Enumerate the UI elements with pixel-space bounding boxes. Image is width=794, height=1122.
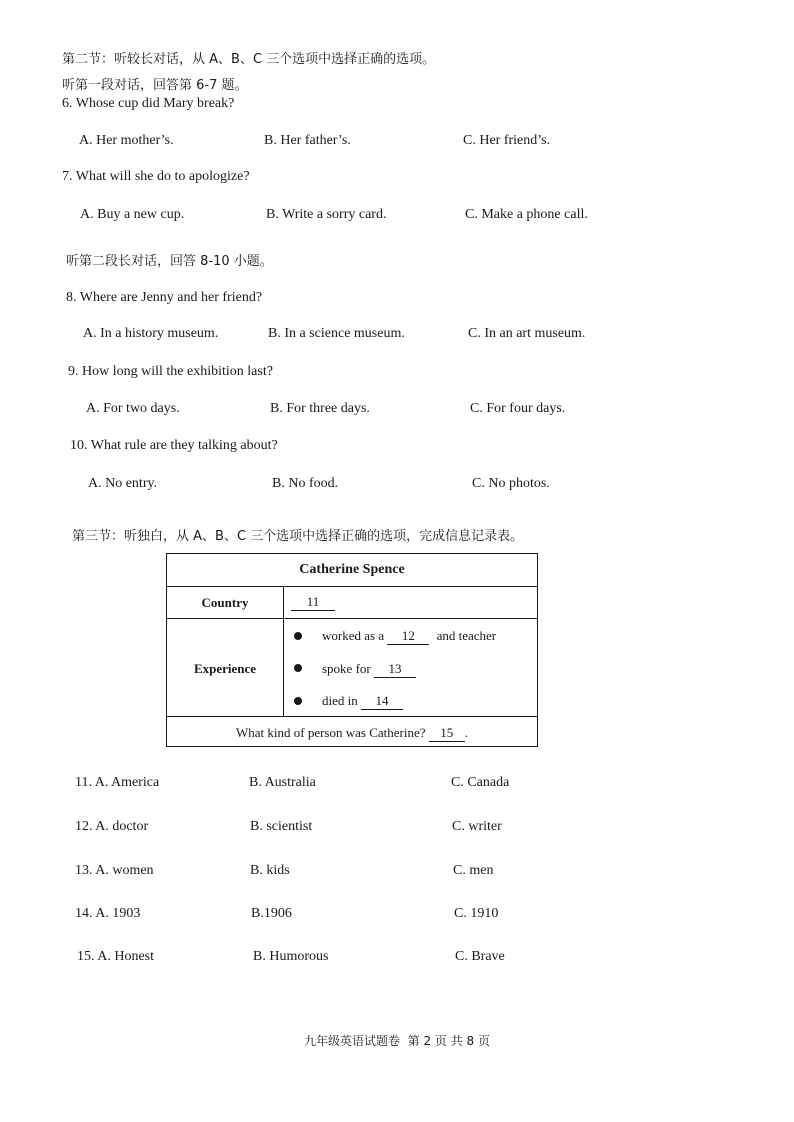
bullet-icon [294,664,302,672]
question-7: 7. What will she do to apologize? [62,169,250,184]
choice-13-a: 13. A. women [75,863,154,878]
table-experience-row [167,619,537,717]
experience-item-3: died in 14 [322,693,403,710]
table-country-row [167,587,537,619]
page-footer: 九年级英语试题卷 第 2 页 共 8 页 [304,1034,490,1048]
question-9: 9. How long will the exhibition last? [68,364,273,379]
choice-12-b: B. scientist [250,819,313,834]
q10-option-a: A. No entry. [88,476,158,491]
info-record-table [166,553,538,747]
experience-label: Experience [193,661,257,676]
choice-11-b: B. Australia [249,775,316,790]
country-label: Country [201,595,249,610]
q9-option-a: A. For two days. [86,401,180,416]
bullet-icon [294,632,302,640]
choice-13-b: B. kids [250,863,290,878]
q6-option-b: B. Her father’s. [264,133,351,148]
choice-11-c: C. Canada [451,775,510,790]
q8-option-c: C. In an art museum. [468,326,586,341]
choice-11-a: 11. A. America [75,775,160,790]
q8-option-b: B. In a science museum. [268,326,405,341]
choice-12-c: C. writer [452,819,502,834]
question-10: 10. What rule are they talking about? [70,438,278,453]
q9-option-b: B. For three days. [270,401,370,416]
q7-option-c: C. Make a phone call. [465,207,588,222]
experience-item-1: worked as a 12 and teacher [322,628,497,643]
dialog1-instruction: 听第一段对话，回答第 6-7 题。 [62,78,248,93]
question-8: 8. Where are Jenny and her friend? [66,290,263,305]
question-6: 6. Whose cup did Mary break? [62,96,235,111]
section3-heading: 第三节：听独白，从 A、B、C 三个选项中选择正确的选项，完成信息记录表。 [72,529,524,544]
table-bottom-question: What kind of person was Catherine? 15 . [235,725,469,740]
choice-14-c: C. 1910 [454,906,499,921]
choice-15-b: B. Humorous [253,949,329,964]
table-title: Catherine Spence [299,562,405,577]
choice-15-c: C. Brave [455,949,505,964]
q7-option-a: A. Buy a new cup. [80,207,185,222]
bullet-icon [294,697,302,705]
country-blank: 11 [291,594,335,611]
q10-option-b: B. No food. [272,476,339,491]
table-title-row [167,554,537,587]
choice-14-b: B.1906 [251,906,292,921]
choice-15-a: 15. A. Honest [77,949,154,964]
choice-14-a: 14. A. 1903 [75,906,141,921]
q6-option-c: C. Her friend’s. [463,133,551,148]
q6-option-a: A. Her mother’s. [79,133,174,148]
q8-option-a: A. In a history museum. [83,326,219,341]
q10-option-c: C. No photos. [472,476,550,491]
choice-12-a: 12. A. doctor [75,819,149,834]
experience-item-2: spoke for 13 [322,661,416,678]
q9-option-c: C. For four days. [470,401,566,416]
dialog2-instruction: 听第二段长对话，回答 8-10 小题。 [66,254,273,269]
choice-13-c: C. men [453,863,494,878]
section2-heading: 第二节：听较长对话，从 A、B、C 三个选项中选择正确的选项。 [62,52,436,67]
q7-option-b: B. Write a sorry card. [266,207,387,222]
